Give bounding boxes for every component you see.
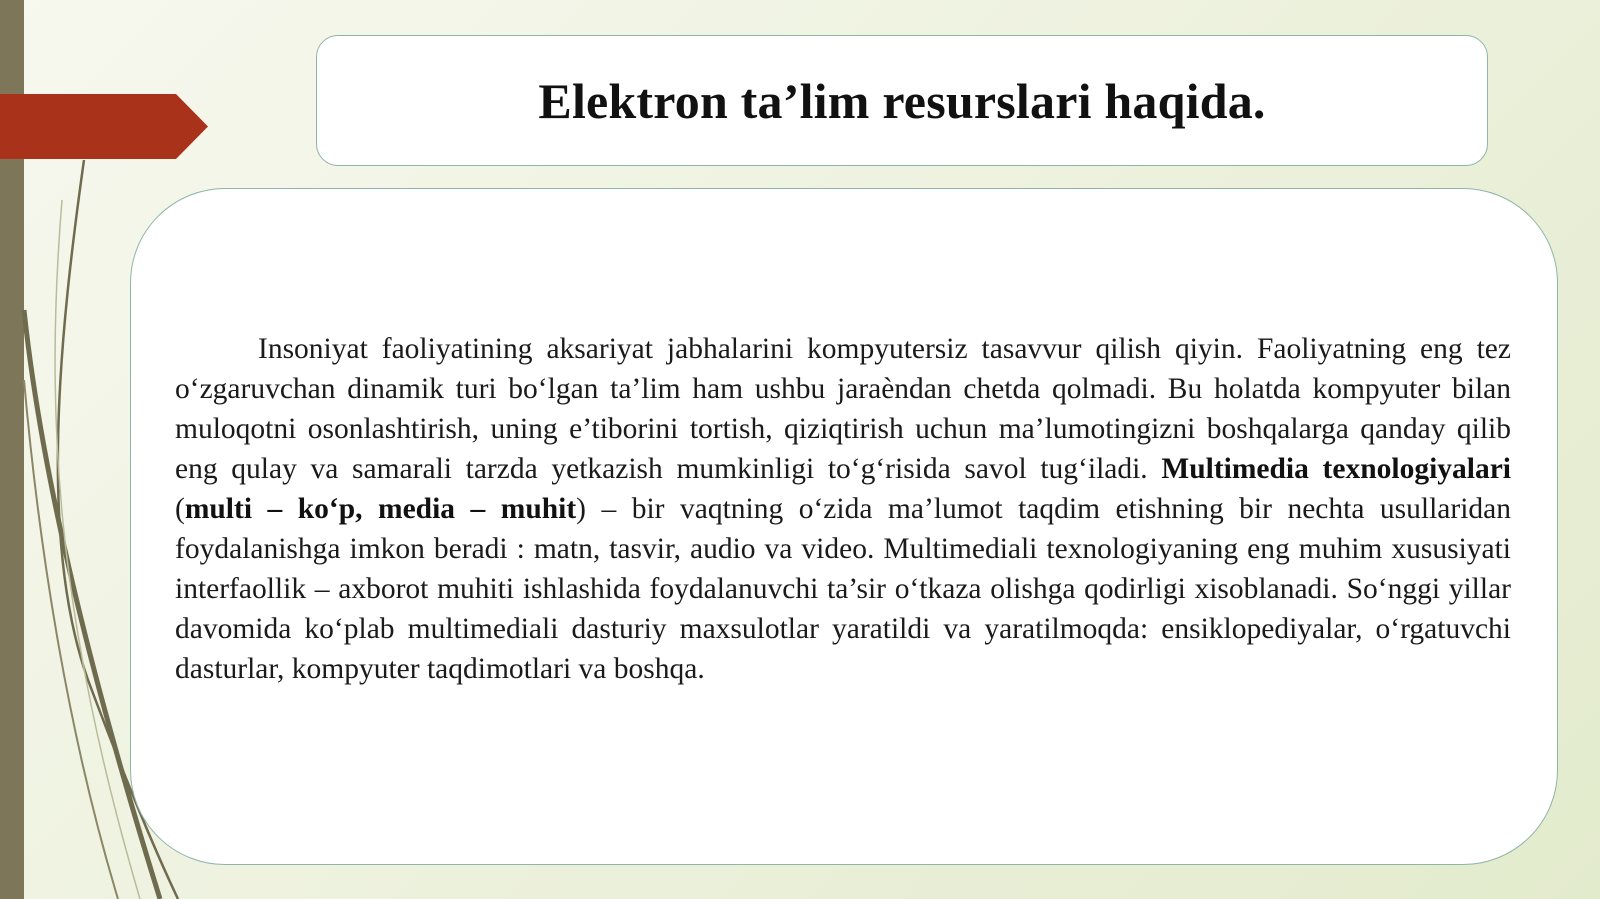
paragraph-intro: Insoniyat faoliyatining aksariyat jabhalarini kompyutersiz tasavvur qilish qiyin. Faoliyatning eng tez o‘zgaruvchan dinamik turi bo‘lgan ta’lim ham ushbu jaraèndan chetda qolmadi. Bu holatda kompyuter bilan muloqotni osonlashtirish, uning e’tiborini tortish, qiziqtirish uchun ma’lumotingizni boshqalarga qanday qilib eng qulay va samarali tarzda yetkazish mumkinligi to‘g‘risida savol tug‘iladi. xyxy=(175,333,1511,485)
slide-title: Elektron ta’lim resurslari haqida. xyxy=(538,72,1266,129)
bold-definition: multi – ko‘p, media – muhit xyxy=(184,493,577,525)
paren-open: ( xyxy=(175,493,185,525)
paragraph-rest: ) – bir vaqtning o‘zida ma’lumot taqdim etishning bir nechta usullaridan foydalanishga imkon beradi : matn, tasvir, audio va video. Multimediali texnologiyaning eng muhim xususiyati interfaollik – axborot muhiti ishlashida foydalanuvchi ta’sir o‘tkaza olishga qodirligi xisoblanadi. So‘nggi yillar davomida ko‘plab multimediali dasturiy maxsulotlar yaratildi va yaratilmoqda: ensiklopediyalar, o‘rgatuvchi dasturlar, kompyuter taqdimotlari va boshqa. xyxy=(175,493,1511,685)
title-box xyxy=(316,35,1488,166)
body-paragraph xyxy=(175,329,1511,689)
bold-term-multimedia: Multimedia texnologiyalari xyxy=(1161,453,1511,485)
red-arrow-tab xyxy=(0,94,208,159)
